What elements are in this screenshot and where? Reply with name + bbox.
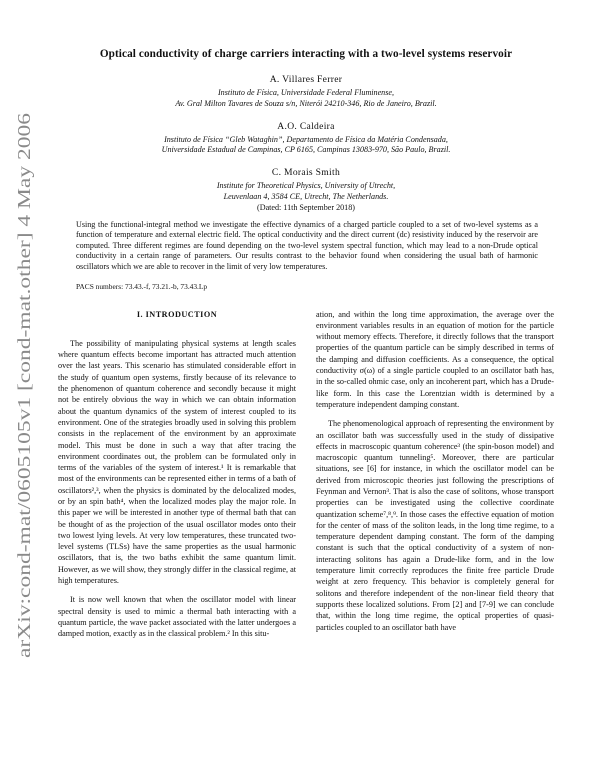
left-column [58,309,296,640]
pacs-numbers: PACS numbers: 73.43.-f, 73.21.-b, 73.43.Lp [76,281,208,291]
author-block-1 [58,74,554,110]
author-affiliation-line: Leuvenlaan 4, 3584 CE, Utrecht, The Netherlands. [223,191,389,201]
author-name: A.O. Caldeira [277,120,335,132]
abstract: Using the functional-integral method we investigate the effective dynamics of a charged particle coupled to a set of two-level systems as a function of temperature and external electric field. The optical conductivity and the direct current (dc) resistivity induced by the reservoir are computed. Three different regimes are found depending on the two-level system spectral function, which may lead to a non-Drude optical conductivity in a certain range of parameters. Our results contrast to the behavior found when considering the usual bath of harmonic oscillators which we are able to recover in the limit of very low temperatures. [76,219,538,271]
paragraph: ation, and within the long time approximation, the average over the environment variables results in an equation of motion for the particle without memory effects. Therefore, it directly follows that the transport properties of the quantum particle can be simply described in terms of the damping and diffusion coefficients. As a consequence, the optical conductivity σ(ω) of a single particle coupled to an oscillator bath has, in the so-called ohmic case, only an incoherent part, which has a Drude-like form. In this case the Lorentzian width is determined by a temperature independent damping constant. [316,309,554,409]
right-column [316,309,554,640]
section-heading: I. INTRODUCTION [136,309,218,319]
author-name: A. Villares Ferrer [269,74,343,85]
author-block-3 [58,167,554,213]
body-columns [58,309,554,640]
paper-date: (Dated: 11th September 2018) [257,202,355,212]
author-block-2 [58,121,554,157]
author-affiliation-line: Instituto de Física “Gleb Wataghin”, Departamento de Física da Matéria Condensada, [164,134,448,144]
paper-page [58,48,554,640]
paragraph: The possibility of manipulating physical systems at length scales where quantum effects become important has attracted much attention over the last years. This scenario has stimulated considerable effort in the study of quantum open systems, firstly because of its relevance to the phenomenon of quantum coherence and secondly because it might not be entirely obvious the way in which we can obtain information about the quantum dynamics of the system of interest coupled to its environment. One of the strategies broadly used in solving this problem consists in the replacement of the environment by an approximate model. This must be done in such a way that after tracing the environment coordinates out, the problem can be formulated only in terms of the variables of the system of interest.¹ It is remarkable that most of the environments can be represented either in terms of a bath of oscillators²,³, when the physics is dominated by the delocalized modes, or by an spin bath⁴, when the localized modes play the major role. In this paper we will be interested in another type of thermal bath that can be thought of as the projection of the usual oscillator modes onto their two lowest lying levels. At very low temperatures, these truncated two-level systems (TLSs) have the same properties as the usual harmonic oscillators, that is, the two baths exhibit the same quantum limit. However, as we will show, they strongly differ in the classical regime, at high temperatures. [58,338,296,586]
arxiv-stamp [4,110,44,660]
author-affiliation-line: Institute for Theoretical Physics, University of Utrecht, [216,181,396,191]
author-affiliation-line: Av. Gral Milton Tavares de Souza s/n, Niterói 24210-346, Rio de Janeiro, Brazil. [175,98,437,108]
author-affiliation-line: Universidade Estadual de Campinas, CP 6165, Campinas 13083-970, São Paulo, Brazil. [161,145,451,155]
paragraph: The phenomenological approach of representing the environment by an oscillator bath was successfully used in the study of dissipative effects in macroscopic quantum coherence³ (the spin-boson model) and macroscopic quantum tunneling⁵. Moreover, there are particular situations, see [6] for instance, in which the oscillator model can be derived from microscopic theories just following the prescriptions of Feynman and Vernon³. That is also the case of solitons, whose transport properties can be investigated using the collective coordinate quantization scheme⁷,⁸,⁹. In those cases the effective equation of motion for the center of mass of the soliton leads, in the long time regime, to a temperature dependent damping constant. The form of the damping constant is such that the optical conductivity of a system of non-interacting solitons has again a Drude-like form, and in the low temperature limit correctly reproduces the finite free particle Drude weight at zero frequency. This behavior is completely general for solitons and therefore independent of the non-linear field theory that supports these localized solutions. From [2] and [7-9] we can conclude that, within the long time regime, the optical properties of quasi-particles coupled to an oscillator bath have [316,419,554,632]
author-affiliation-line: Instituto de Física, Universidade Federal Fluminense, [217,88,394,97]
paper-title: Optical conductivity of charge carriers interacting with a two-level systems reservoir [99,48,513,60]
author-name: C. Morais Smith [271,167,341,179]
paragraph: It is now well known that when the oscillator model with linear spectral density is used to mimic a thermal bath interacting with a quantum particle, the wave packet associated with the latter undergoes a damped motion, exactly as in the classical problem.² In this situ- [58,595,296,639]
arxiv-stamp-text: arXiv:cond-mat/0605105v1 [cond-mat.other] 4 May 2006 [14,250,34,658]
